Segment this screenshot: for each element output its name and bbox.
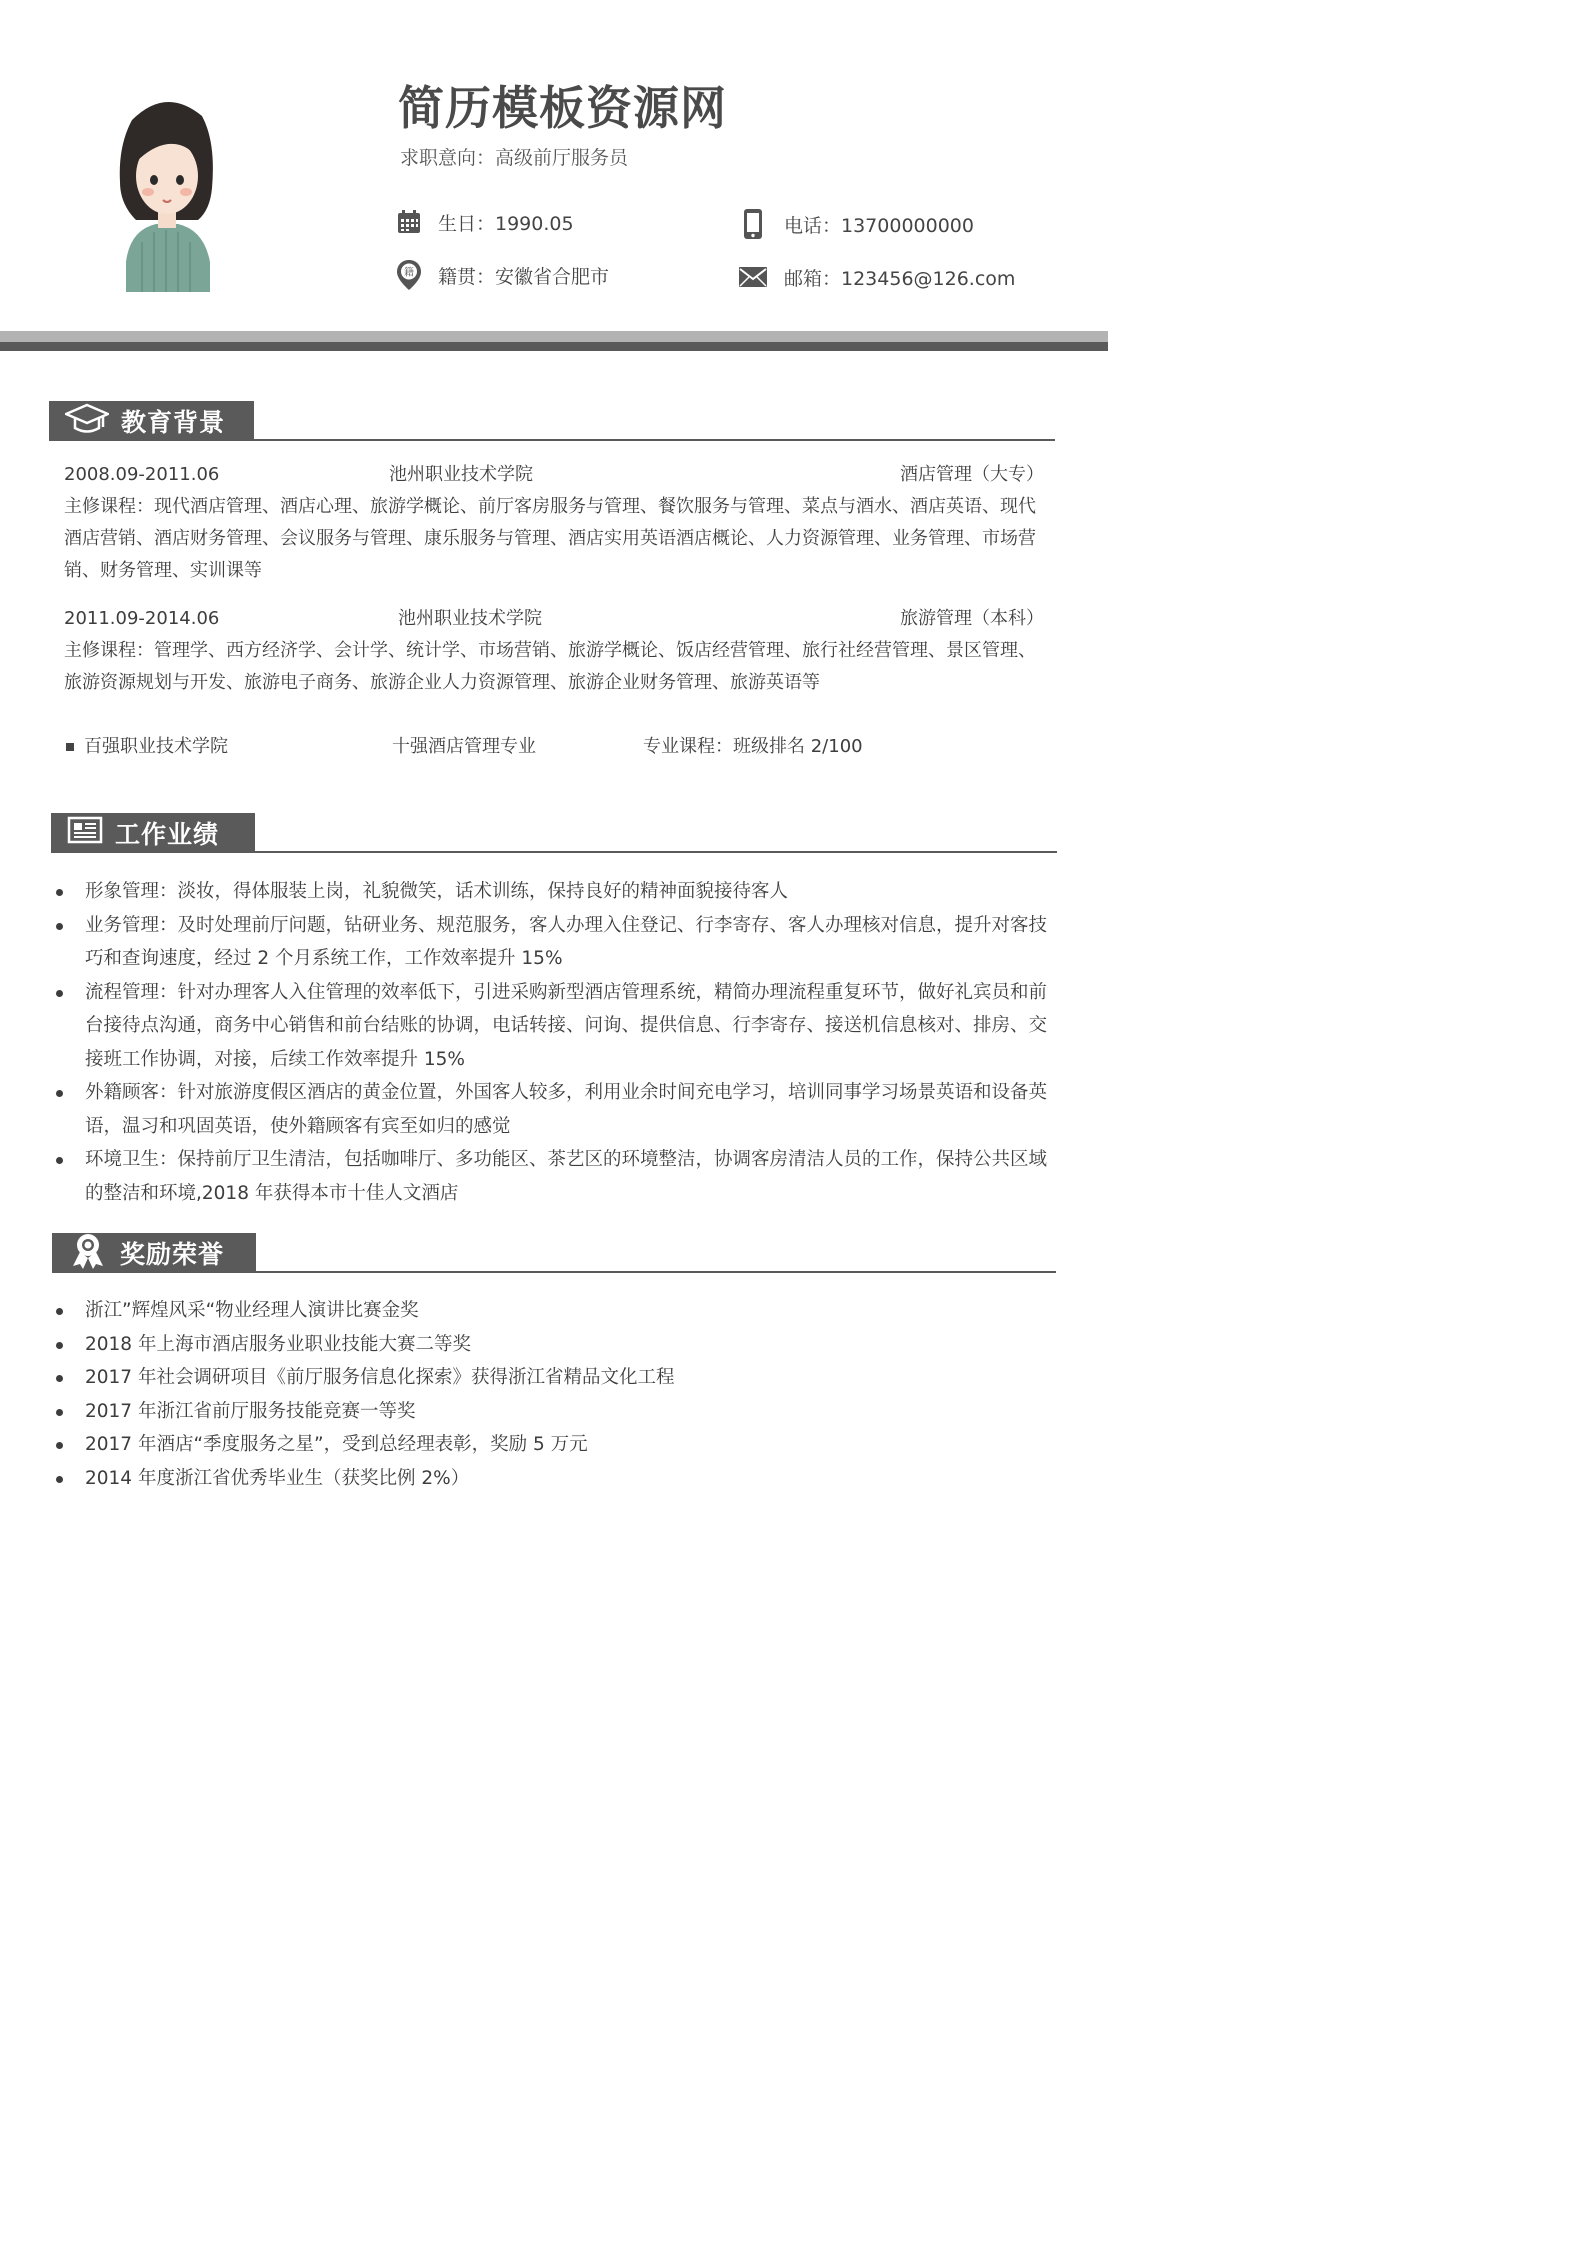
awards-title: 奖励荣誉 xyxy=(120,1240,225,1269)
work-item: 外籍顾客：针对旅游度假区酒店的黄金位置，外国客人较多，利用业余时间充电学习，培训同事学习场景英语和设备英语，温习和巩固英语，使外籍顾客有宾至如归的感觉 xyxy=(52,1076,1062,1143)
mail-icon xyxy=(738,262,768,292)
work-item: 环境卫生：保持前厅卫生清洁，包括咖啡厅、多功能区、茶艺区的环境整洁，协调客房清洁人员的工作，保持公共区域的整洁和环境,2018 年获得本市十佳人文酒店 xyxy=(52,1143,1062,1210)
graduation-cap-icon xyxy=(65,403,109,439)
native-text: 籍贯：安徽省合肥市 xyxy=(438,265,610,288)
edu-2-period: 2011.09-2014.06 xyxy=(64,608,220,629)
email-info xyxy=(738,262,1015,292)
avatar xyxy=(112,92,220,292)
extra-school: 百强职业技术学院 xyxy=(84,736,228,757)
edu-1-period: 2008.09-2011.06 xyxy=(64,464,220,485)
work-item: 流程管理：针对办理客人入住管理的效率低下，引进采购新型酒店管理系统，精简办理流程重复环节，做好礼宾员和前台接待点沟通，商务中心销售和前台结账的协调，电话转接、问询、提供信息、行李寄存、接送机信息核对、排房、交接班工作协调，对接，后续工作效率提升 15% xyxy=(52,976,1062,1077)
location-pin-icon xyxy=(394,260,424,290)
edu-1-major: 酒店管理（大专） xyxy=(900,464,1044,485)
document-icon xyxy=(67,816,103,850)
award-item: 2017 年浙江省前厅服务技能竞赛一等奖 xyxy=(52,1395,1062,1429)
header-divider-dark xyxy=(0,342,1108,351)
header-divider-light xyxy=(0,331,1108,342)
award-medal-icon xyxy=(68,1232,108,1274)
work-item: 业务管理：及时处理前厅问题，钻研业务、规范服务，客人办理入住登记、行李寄存、客人办理核对信息，提升对客技巧和查询速度，经过 2 个月系统工作，工作效率提升 15% xyxy=(52,909,1062,976)
square-bullet xyxy=(66,743,74,751)
phone-text: 电话：13700000000 xyxy=(784,214,974,237)
edu-2-school: 池州职业技术学院 xyxy=(398,608,542,629)
birth-info xyxy=(394,207,574,237)
education-tab xyxy=(49,401,254,441)
work-section-header xyxy=(51,813,255,853)
work-tab xyxy=(51,813,255,853)
email-text: 邮箱：123456@126.com xyxy=(784,267,1016,290)
awards-underline xyxy=(256,1271,1056,1273)
education-section-header xyxy=(49,401,254,441)
work-item: 形象管理：淡妆，得体服装上岗，礼貌微笑，话术训练，保持良好的精神面貌接待客人 xyxy=(52,875,1062,909)
edu-2-courses: 主修课程：管理学、西方经济学、会计学、统计学、市场营销、旅游学概论、饭店经营管理、旅行社经营管理、景区管理、旅游资源规划与开发、旅游电子商务、旅游企业人力资源管理、旅游企业财务管理、旅游英语等 xyxy=(64,640,1036,693)
resume-name: 简历模板资源网 xyxy=(398,81,727,135)
award-item: 2014 年度浙江省优秀毕业生（获奖比例 2%） xyxy=(52,1462,1062,1496)
edu-2-major: 旅游管理（本科） xyxy=(900,608,1044,629)
edu-1-school: 池州职业技术学院 xyxy=(389,464,533,485)
edu-1-courses: 主修课程：现代酒店管理、酒店心理、旅游学概论、前厅客房服务与管理、餐饮服务与管理、菜点与酒水、酒店英语、现代酒店营销、酒店财务管理、会议服务与管理、康乐服务与管理、酒店实用英语酒店概论、人力资源管理、业务管理、市场营销、财务管理、实训课等 xyxy=(64,496,1036,581)
work-list xyxy=(52,875,1062,1210)
job-intent: 求职意向：高级前厅服务员 xyxy=(400,147,629,169)
calendar-icon xyxy=(394,207,424,237)
award-item: 2018 年上海市酒店服务业职业技能大赛二等奖 xyxy=(52,1328,1062,1362)
award-item: 2017 年酒店“季度服务之星”，受到总经理表彰，奖励 5 万元 xyxy=(52,1428,1062,1462)
education-title: 教育背景 xyxy=(121,408,226,437)
native-badge-text: 籍 xyxy=(404,267,414,279)
awards-section-header xyxy=(52,1233,256,1273)
birth-text: 生日：1990.05 xyxy=(438,212,574,235)
extra-major: 十强酒店管理专业 xyxy=(392,736,536,757)
award-item: 浙江”辉煌风采“物业经理人演讲比赛金奖 xyxy=(52,1294,1062,1328)
extra-rank: 专业课程：班级排名 2/100 xyxy=(643,736,863,757)
phone-icon xyxy=(738,209,768,239)
awards-tab xyxy=(52,1233,256,1273)
awards-list xyxy=(52,1294,1062,1495)
award-item: 2017 年社会调研项目《前厅服务信息化探索》获得浙江省精品文化工程 xyxy=(52,1361,1062,1395)
native-info xyxy=(394,260,609,290)
work-underline xyxy=(255,851,1057,853)
phone-info xyxy=(738,209,974,239)
work-title: 工作业绩 xyxy=(115,820,220,849)
education-underline xyxy=(254,439,1055,441)
